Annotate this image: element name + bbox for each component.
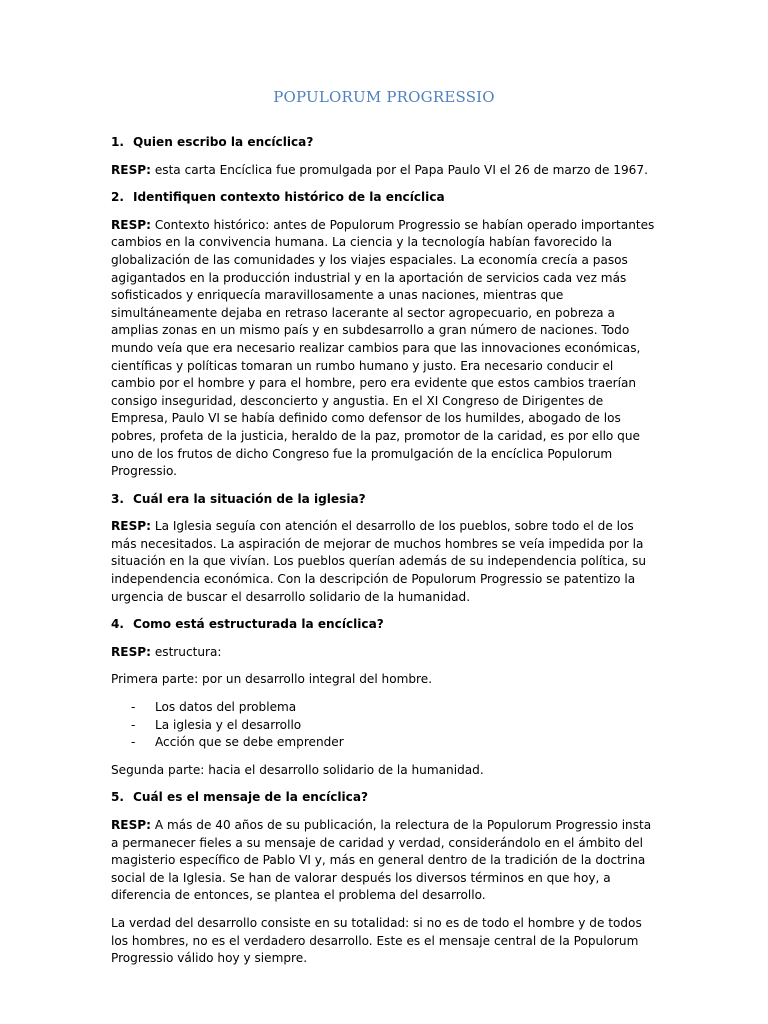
answer-2-label: RESP: [111,217,151,232]
question-5-text: Cuál es el mensaje de la encíclica? [133,790,369,805]
answer-5-label: RESP: [111,818,151,832]
structure-list [111,699,659,752]
list-item: - Acción que se debe emprender [111,734,659,752]
answer-1-text: esta carta Encíclica fue promulgada por el Papa Paulo VI el 26 de marzo de 1967. [150,162,648,177]
answer-3-text: La Iglesia seguía con atención el desarrollo de los pueblos, sobre todo el de los más necesitados. La aspiración de mejorar de muchos hombres se veía impedida por la situación en la que vivían. Los pueblos querían además de su independencia política, su independencia económica. Con la descripción de Populorum Progressio se patentizo la urgencia de buscar el desarrollo solidario de la humanidad. [111,519,647,604]
answer-1 [111,162,659,180]
document-body [111,134,659,978]
question-3-number: 3. [111,491,125,506]
question-2-text: Identifiquen contexto histórico de la encíclica [133,190,445,205]
answer-5 [111,817,659,905]
answer-4 [111,644,659,662]
answer-4-label: RESP: [111,644,151,659]
answer-4-text: estructura: [150,644,222,659]
answer-1-label: RESP: [111,162,151,177]
answer-2-text: Contexto histórico: antes de Populorum Progressio se habían operado importantes cambios en la convivencia humana. La ciencia y la tecnología habían favorecido la globalización de las comunidades y los viajes espaciales. La economía crecía a pasos agigantados en la producción industrial y en la aportación de servicios cada vez más sofisticados y enriquecía maravillosamente a unas naciones, mientras que simultáneamente dejaba en retraso lacerante al sector agropecuario, en pobreza a amplias zonas en un mismo país y en subdesarrollo a gran número de naciones. Todo mundo veía que era necesario realizar cambios para que las innovaciones económicas, científicas y políticas tomaran un rumbo humano y justo. Era necesario conducir el cambio por el hombre y para el hombre, pero era evidente que estos cambios traerían consigo inseguridad, desconcierto y angustia. En el XI Congreso de Dirigentes de Empresa, Paulo VI se había definido como defensor de los humildes, abogado de los pobres, profeta de la justicia, heraldo de la paz, promotor de la caridad, es por ello que uno de los frutos de dicho Congreso fue la promulgación de la encíclica Populorum Progressio. [111,217,655,479]
answer-3 [111,518,659,606]
question-1-number: 1. [111,135,125,149]
question-1 [111,134,659,152]
structure-part-1: Primera parte: por un desarrollo integral del hombre. [111,672,433,687]
answer-2 [111,217,659,481]
question-2-number: 2. [111,190,125,205]
list-item: - Los datos del problema [111,699,659,717]
question-3 [111,491,659,509]
answer-3-label: RESP: [111,519,151,534]
question-1-text: Quien escribo la encíclica? [133,135,314,149]
document-title: POPULORUM PROGRESSIO [273,88,495,106]
question-5 [111,789,659,807]
structure-part-2: Segunda parte: hacia el desarrollo solidario de la humanidad. [111,762,484,777]
question-4-text: Como está estructurada la encíclica? [133,617,384,632]
question-5-number: 5. [111,790,125,805]
answer-5-text: A más de 40 años de su publicación, la relectura de la Populorum Progressio insta a permanecer fieles a su mensaje de caridad y verdad, considerándolo en el ámbito del magisterio específico de Pablo VI y, más en general dentro de la tradición de la doctrina social de la Iglesia. Se han de valorar después los diversos términos en que hoy, a diferencia de entonces, se plantea el problema del desarrollo. [111,818,652,903]
list-item: - La iglesia y el desarrollo [111,717,659,735]
question-4 [111,616,659,634]
closing-paragraph: La verdad del desarrollo consiste en su totalidad: si no es de todo el hombre y de todos los hombres, no es el verdadero desarrollo. Este es el mensaje central de la Populorum Progressio válido hoy y siempre. [111,915,642,966]
question-3-text: Cuál era la situación de la iglesia? [133,491,366,506]
question-4-number: 4. [111,617,125,632]
question-2 [111,189,659,207]
